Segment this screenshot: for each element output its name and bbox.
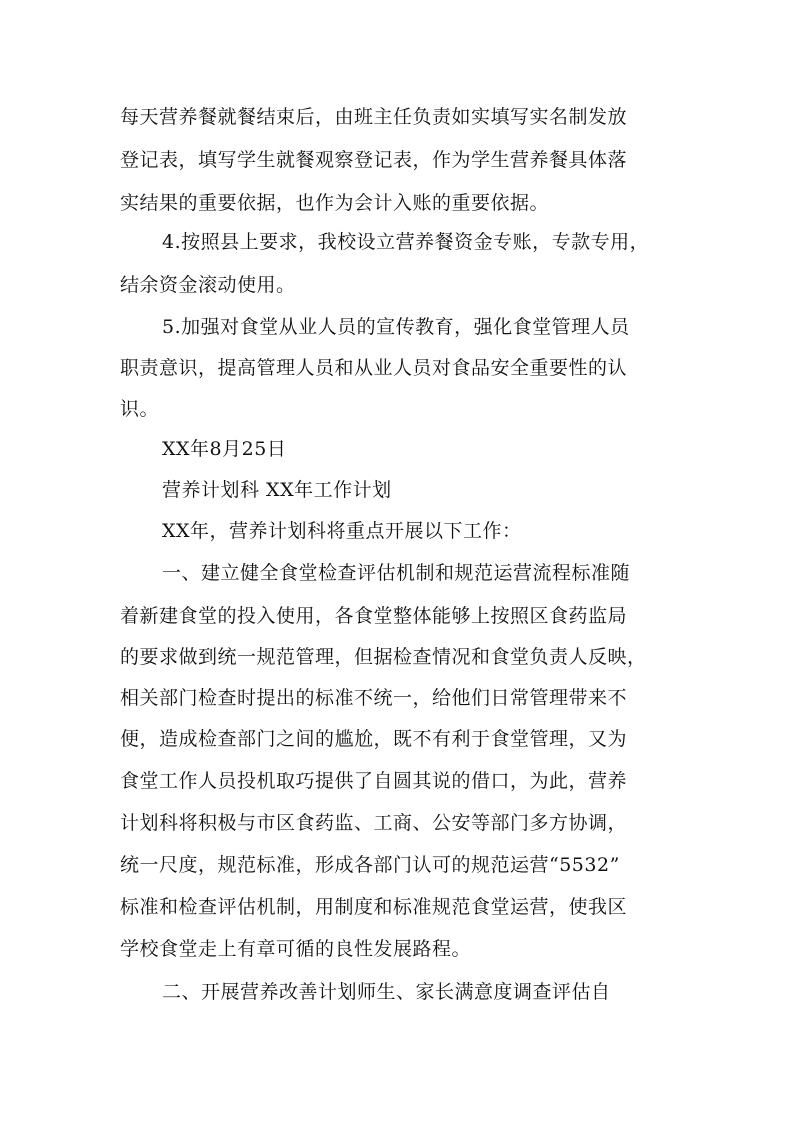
date-line: XX年8月25日 <box>162 438 287 460</box>
text-line: 计划科将积极与市区食药监、工商、公安等部门多方协调， <box>120 812 628 834</box>
text-line: 实结果的重要依据，也作为会计入账的重要依据。 <box>120 192 550 214</box>
text-line: 着新建食堂的投入使用，各食堂整体能够上按照区食药监局 <box>120 605 628 627</box>
section-heading-1: 一、建立健全食堂检查评估机制和规范运营流程标准随 <box>162 562 631 584</box>
text-line: 的要求做到统一规范管理，但据检查情况和食堂负责人反映， <box>120 646 647 668</box>
text-line: 便，造成检查部门之间的尴尬，既不有利于食堂管理，又为 <box>120 728 628 750</box>
section-heading-2: 二、开展营养改善计划师生、家长满意度调查评估自 <box>162 981 611 1003</box>
text-line: 职责意识，提高管理人员和从业人员对食品安全重要性的认 <box>120 357 628 379</box>
text-line: 结余资金滚动使用。 <box>120 274 296 296</box>
paragraph-item-4: 4.按照县上要求，我校设立营养餐资金专账，专款专用， <box>162 231 650 253</box>
text-line: 标准和检查评估机制，用制度和标准规范食堂运营，使我区 <box>120 896 628 918</box>
paragraph-item-5: 5.加强对食堂从业人员的宣传教育，强化食堂管理人员 <box>162 316 630 338</box>
text-line: 登记表，填写学生就餐观察登记表，作为学生营养餐具体落 <box>120 149 628 171</box>
text-line: 每天营养餐就餐结束后，由班主任负责如实填写实名制发放 <box>120 106 628 128</box>
text-line: 统一尺度，规范标准，形成各部门认可的规范运营“5532” <box>120 854 620 876</box>
text-line: 食堂工作人员投机取巧提供了自圆其说的借口，为此，营养 <box>120 770 628 792</box>
plan-title: 营养计划科 XX年工作计划 <box>162 479 392 501</box>
text-line: 相关部门检查时提出的标准不统一，给他们日常管理带来不 <box>120 687 628 709</box>
intro-paragraph: XX年，营养计划科将重点开展以下工作： <box>162 520 522 542</box>
text-line: 识。 <box>120 398 160 420</box>
text-line: 学校食堂走上有章可循的良性发展路程。 <box>120 938 472 960</box>
